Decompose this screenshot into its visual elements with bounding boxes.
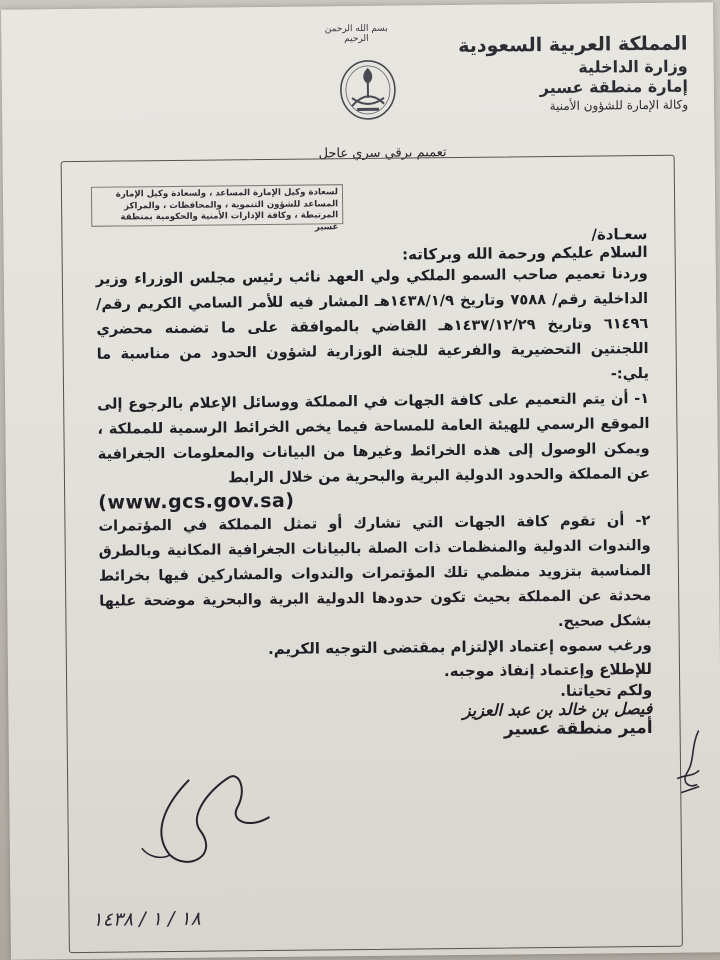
document-page: [1, 2, 720, 959]
emirate-name: إمارة منطقة عسير: [539, 76, 688, 98]
item-1: ١- أن يتم التعميم على كافة الجهات في المملكة ووسائل الإعلام بالرجوع إلى الموقع الرسمي للهيئة العامة للمساحة فيما يخص الخرائط الرسمية للمملكة ، ويمكن الوصول إلى هذه الخرائط وغيرها من البيانات والمعلومات الجغرافية عن المملكة والحدود الدولية البرية والبحرية من خلال الرابط: [97, 389, 651, 487]
letterhead: [437, 33, 688, 115]
regards: ولكم تحياتنا.: [560, 680, 653, 700]
agency-name: وكالة الإمارة للشؤون الأمنية: [549, 97, 689, 114]
saudi-emblem-icon: [338, 58, 399, 123]
country-name: المملكة العربية السعودية: [458, 32, 688, 57]
basmala: بسم الله الرحمن الرحيم: [324, 23, 388, 45]
signature-icon: [129, 758, 340, 870]
signer-name: فيصل بن خالد بن عبد العزيز: [462, 698, 653, 720]
gcs-link[interactable]: (www.gcs.gov.sa): [98, 489, 295, 514]
handwritten-date: ١٨ / ١ / ١٤٣٨: [92, 907, 201, 931]
letter-body: [95, 225, 652, 744]
ministry-name: وزارة الداخلية: [578, 56, 688, 77]
addressee-box: لسعادة وكيل الإمارة المساعد ، ولسعادة وكيل الإمارة المساعد للشؤون التنموية ، والمحافظات ، والمراكز المرتبطة ، وكافة الإدارات الأمنية والحكومية بمنطقة عسير: [91, 184, 343, 227]
closing-line-2: للإطلاع وإعتماد إنفاذ موجبه.: [443, 659, 653, 681]
signer-title: أمير منطقة عسير: [503, 717, 653, 740]
intro-paragraph: وردنا تعميم صاحب السمو الملكي ولي العهد نائب رئيس مجلس الوزراء وزير الداخلية رقم/ ٧٥٨٨ وتاريخ ١٤٣٨/١/٩هـ المشار فيه للأمر السامي الكريم رقم/ ٦١٤٩٦ وتاريخ ١٤٣٧/١٢/٢٩هـ القاضي بالموافقة على ما تضمنه محضري اللجنتين التحضيرية والفرعية للجنة الوزارية لشؤون الحدود من مناسبة ما يلي:-: [95, 264, 649, 383]
circular-type: تعميم برقي سري عاجل: [318, 145, 447, 162]
margin-scribble-icon: [669, 726, 710, 796]
closing-line-1: ورغب سموه إعتماد الإلتزام بمقتضى التوجيه الكريم.: [267, 635, 652, 658]
greeting: السلام عليكم ورحمة الله وبركاته:: [401, 242, 648, 264]
item-2: ٢- أن تقوم كافة الجهات التي تشارك أو تمثل المملكة في المؤتمرات والندوات الدولية والمنظمات ذات الصلة بالبيانات الجغرافية المكانية وبالطرق المناسبة بتزويد منظمي تلك المؤتمرات والندوات والمشاركين فيها بخرائط محدثة عن المملكة بحيث تكون حدودها الدولية البرية والبحرية موضحة عليها بشكل صحيح.: [98, 511, 652, 630]
salutation: سعـادة/: [591, 224, 648, 244]
